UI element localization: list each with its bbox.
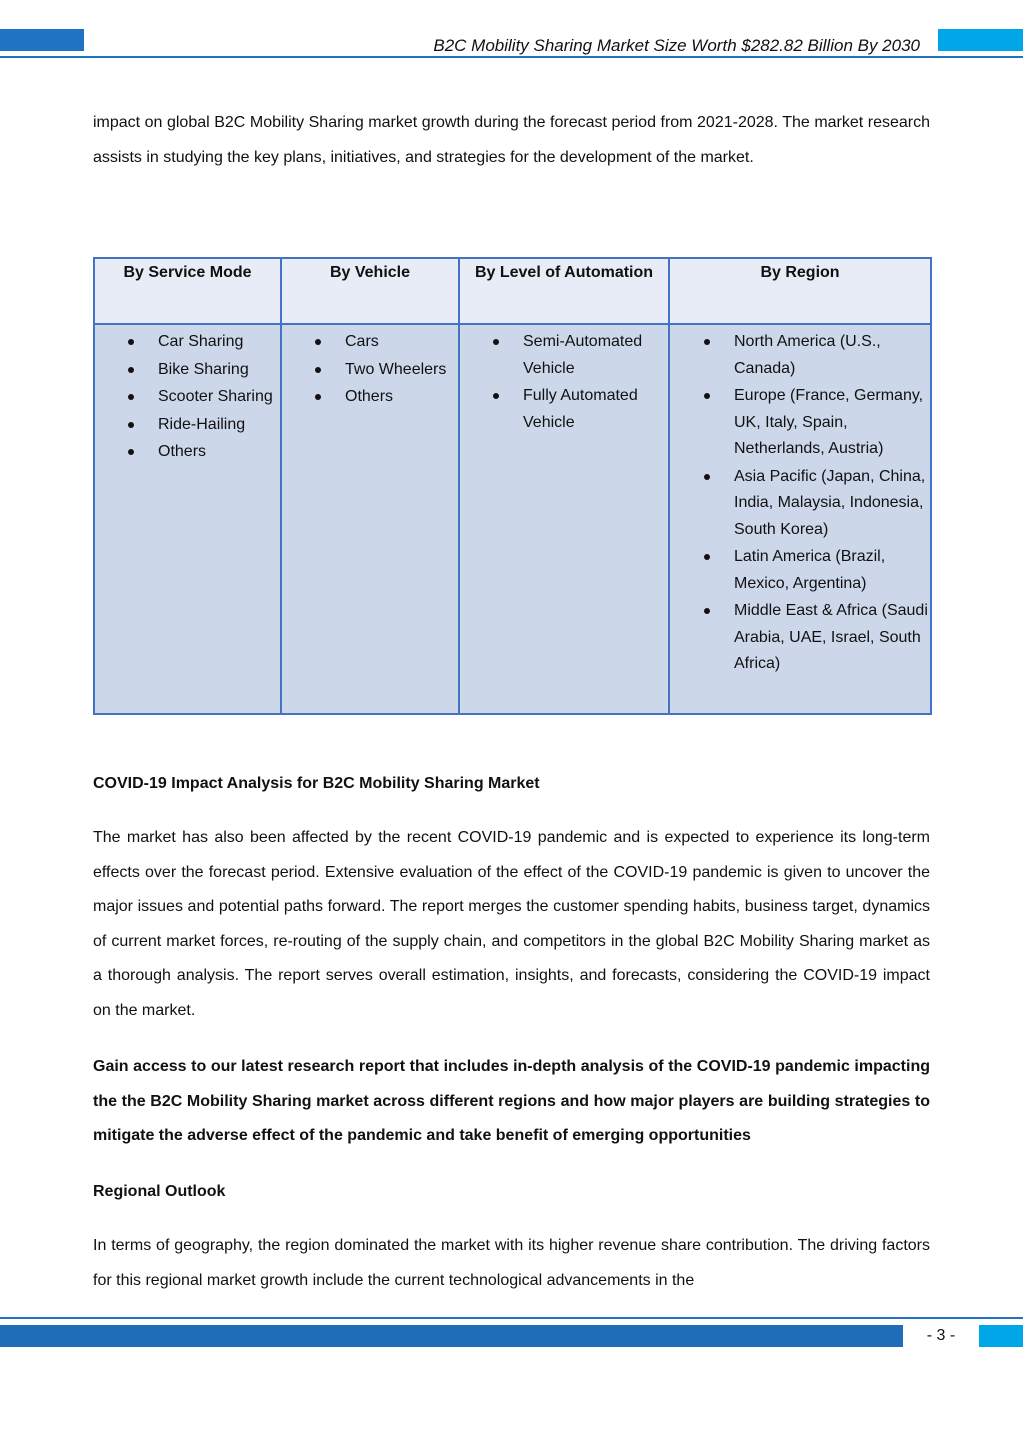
- header-vehicle: By Vehicle: [281, 258, 459, 324]
- footer-bar: [0, 1325, 903, 1347]
- list-item: Cars: [315, 329, 456, 356]
- list-item: Car Sharing: [128, 329, 278, 356]
- intro-paragraph: impact on global B2C Mobility Sharing market growth during the forecast period from 2021-2028. The market research assists in studying the key plans, initiatives, and strategies for the development of the market.: [93, 114, 930, 166]
- automation-list: [493, 329, 666, 436]
- list-item: Semi-Automated Vehicle: [493, 329, 666, 382]
- list-item: Fully Automated Vehicle: [493, 383, 666, 436]
- table-header-row: [94, 258, 931, 324]
- list-item: Others: [315, 384, 456, 411]
- regional-paragraph: In terms of geography, the region dominated the market with its higher revenue share contribution. The driving factors for this regional market growth include the current technological advancements in the: [93, 1237, 930, 1289]
- covid-paragraph: The market has also been affected by the recent COVID-19 pandemic and is expected to experience its long-term effects over the forecast period. Extensive evaluation of the effect of the COVID-19 pandemic is given to uncover the major issues and potential paths forward. The report merges the customer spending habits, business target, dynamics of current market forces, re-routing of the supply chain, and competitors in the global B2C Mobility Sharing market as a thorough analysis. The report serves overall estimation, insights, and forecasts, considering the COVID-19 impact on the market.: [93, 829, 930, 1019]
- list-item: Bike Sharing: [128, 357, 278, 384]
- vehicle-cell: [281, 324, 459, 714]
- header-service-mode: By Service Mode: [94, 258, 281, 324]
- header-automation: By Level of Automation: [459, 258, 669, 324]
- regional-heading: Regional Outlook: [93, 1183, 226, 1200]
- header-accent-left: [0, 29, 84, 51]
- list-item: Two Wheelers: [315, 357, 456, 384]
- list-item: Middle East & Africa (Saudi Arabia, UAE, Israel, South Africa): [704, 598, 928, 678]
- vehicle-list: [315, 329, 456, 411]
- list-item: North America (U.S., Canada): [704, 329, 928, 382]
- list-item: Ride-Hailing: [128, 412, 278, 439]
- list-item: Scooter Sharing: [128, 384, 278, 411]
- page-header-title: B2C Mobility Sharing Market Size Worth $282.82 Billion By 2030: [433, 36, 920, 55]
- covid-callout: Gain access to our latest research report that includes in-depth analysis of the COVID-19 pandemic impacting the the B2C Mobility Sharing market across different regions and how major players are building strategies to mitigate the adverse effect of the pandemic and take benefit of emerging opportunities: [93, 1058, 930, 1144]
- header-accent-right: [938, 29, 1023, 51]
- list-item: Europe (France, Germany, UK, Italy, Spain, Netherlands, Austria): [704, 383, 928, 463]
- service-mode-list: [128, 329, 278, 466]
- page-number: - 3 -: [926, 1327, 956, 1344]
- footer-divider: [0, 1317, 1023, 1319]
- footer-accent-right: [979, 1325, 1023, 1347]
- list-item: Latin America (Brazil, Mexico, Argentina): [704, 544, 928, 597]
- region-list: [704, 329, 928, 678]
- table-row: [94, 324, 931, 714]
- segmentation-table: [93, 257, 932, 715]
- header-divider: [0, 56, 1023, 58]
- covid-heading: COVID-19 Impact Analysis for B2C Mobility Sharing Market: [93, 775, 540, 792]
- automation-cell: [459, 324, 669, 714]
- list-item: Asia Pacific (Japan, China, India, Malaysia, Indonesia, South Korea): [704, 464, 928, 544]
- list-item: Others: [128, 439, 278, 466]
- region-cell: [669, 324, 931, 714]
- service-mode-cell: [94, 324, 281, 714]
- header-region: By Region: [669, 258, 931, 324]
